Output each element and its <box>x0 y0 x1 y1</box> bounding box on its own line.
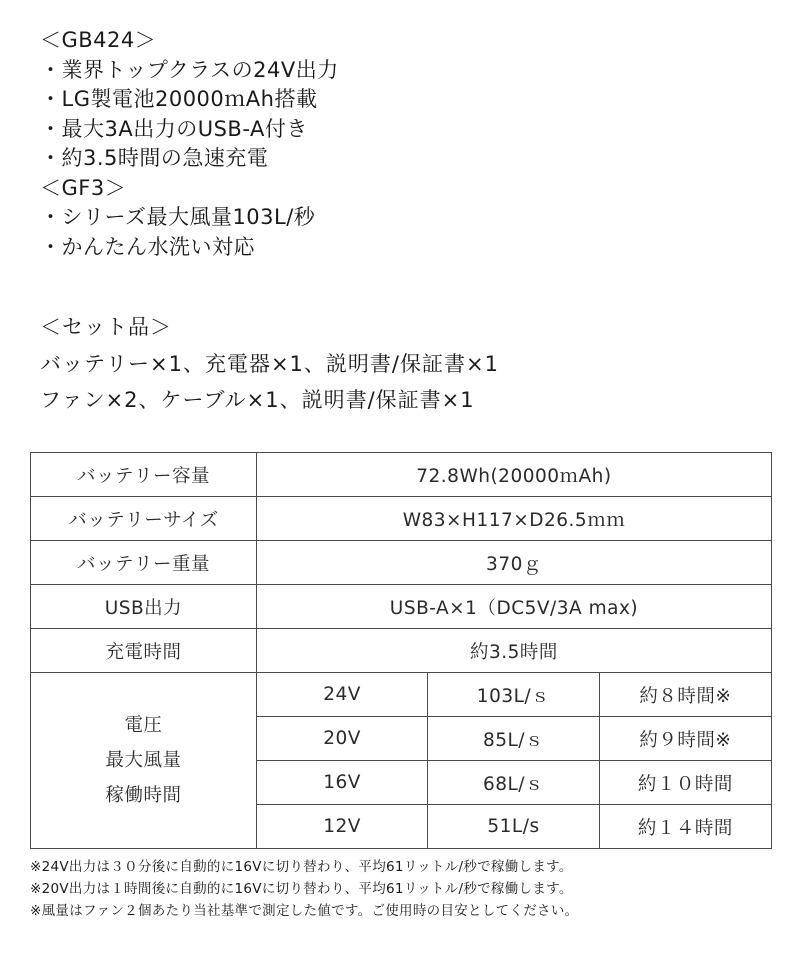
mode-runtime: 約１４時間 <box>599 805 771 849</box>
spec-value: 370ｇ <box>256 541 771 585</box>
set-contents <box>40 313 499 418</box>
group-label-voltage: 電圧 <box>124 715 163 736</box>
mode-runtime: 約９時間※ <box>599 717 771 761</box>
table-row <box>31 453 772 497</box>
spec-value: 約3.5時間 <box>256 629 771 673</box>
spec-label: バッテリー重量 <box>31 541 257 585</box>
mode-voltage: 24V <box>256 673 427 717</box>
spec-value: W83×H117×D26.5ｍｍ <box>256 497 771 541</box>
mode-voltage: 20V <box>256 717 427 761</box>
table-row <box>31 541 772 585</box>
feature-heading-gf3: ＜GF3＞ <box>40 175 127 200</box>
table-row <box>31 585 772 629</box>
feature-item: ・LG製電池20000ｍAh搭載 <box>40 87 318 111</box>
spec-label: バッテリー容量 <box>31 453 257 497</box>
mode-airflow: 103L/ｓ <box>428 673 599 717</box>
mode-group-label <box>31 673 257 849</box>
spec-label: 充電時間 <box>31 629 257 673</box>
table-row <box>31 673 772 717</box>
feature-item: ・シリーズ最大風量103L/秒 <box>40 205 316 229</box>
feature-list <box>40 26 339 262</box>
table-row <box>31 629 772 673</box>
mode-airflow: 68L/ｓ <box>428 761 599 805</box>
set-title: ＜セット品＞ <box>40 315 172 339</box>
mode-voltage: 16V <box>256 761 427 805</box>
feature-item: ・約3.5時間の急速充電 <box>40 146 269 170</box>
group-label-runtime: 稼働時間 <box>105 785 182 806</box>
table-row <box>31 497 772 541</box>
mode-airflow: 85L/ｓ <box>428 717 599 761</box>
footnote: ※風量はファン２個あたり当社基準で測定した値です。ご使用時の目安としてください。 <box>30 903 579 919</box>
feature-item: ・かんたん水洗い対応 <box>40 234 255 259</box>
set-line: ファン×2、ケーブル×1、説明書/保証書×1 <box>40 388 475 412</box>
spec-table <box>30 452 772 849</box>
feature-item: ・業界トップクラスの24V出力 <box>40 57 339 82</box>
spec-label: USB出力 <box>31 585 257 629</box>
set-line: バッテリー×1、充電器×1、説明書/保証書×1 <box>40 352 499 376</box>
feature-heading-gb424: ＜GB424＞ <box>40 28 157 52</box>
footnote: ※24V出力は３０分後に自動的に16Vに切り替わり、平均61リットル/秒で稼働します。 <box>30 859 573 875</box>
mode-runtime: 約１０時間 <box>599 761 771 805</box>
spec-label: バッテリーサイズ <box>31 497 257 541</box>
group-label-airflow: 最大風量 <box>105 750 182 771</box>
mode-airflow: 51L/s <box>428 805 599 849</box>
mode-voltage: 12V <box>256 805 427 849</box>
footnote: ※20V出力は１時間後に自動的に16Vに切り替わり、平均61リットル/秒で稼働します。 <box>30 881 573 897</box>
feature-item: ・最大3A出力のUSB-A付き <box>40 116 308 141</box>
footnotes <box>30 856 578 922</box>
mode-runtime: 約８時間※ <box>599 673 771 717</box>
spec-value: 72.8Wh(20000ｍAh) <box>256 453 771 497</box>
spec-value: USB-A×1（DC5V/3A max) <box>256 585 771 629</box>
